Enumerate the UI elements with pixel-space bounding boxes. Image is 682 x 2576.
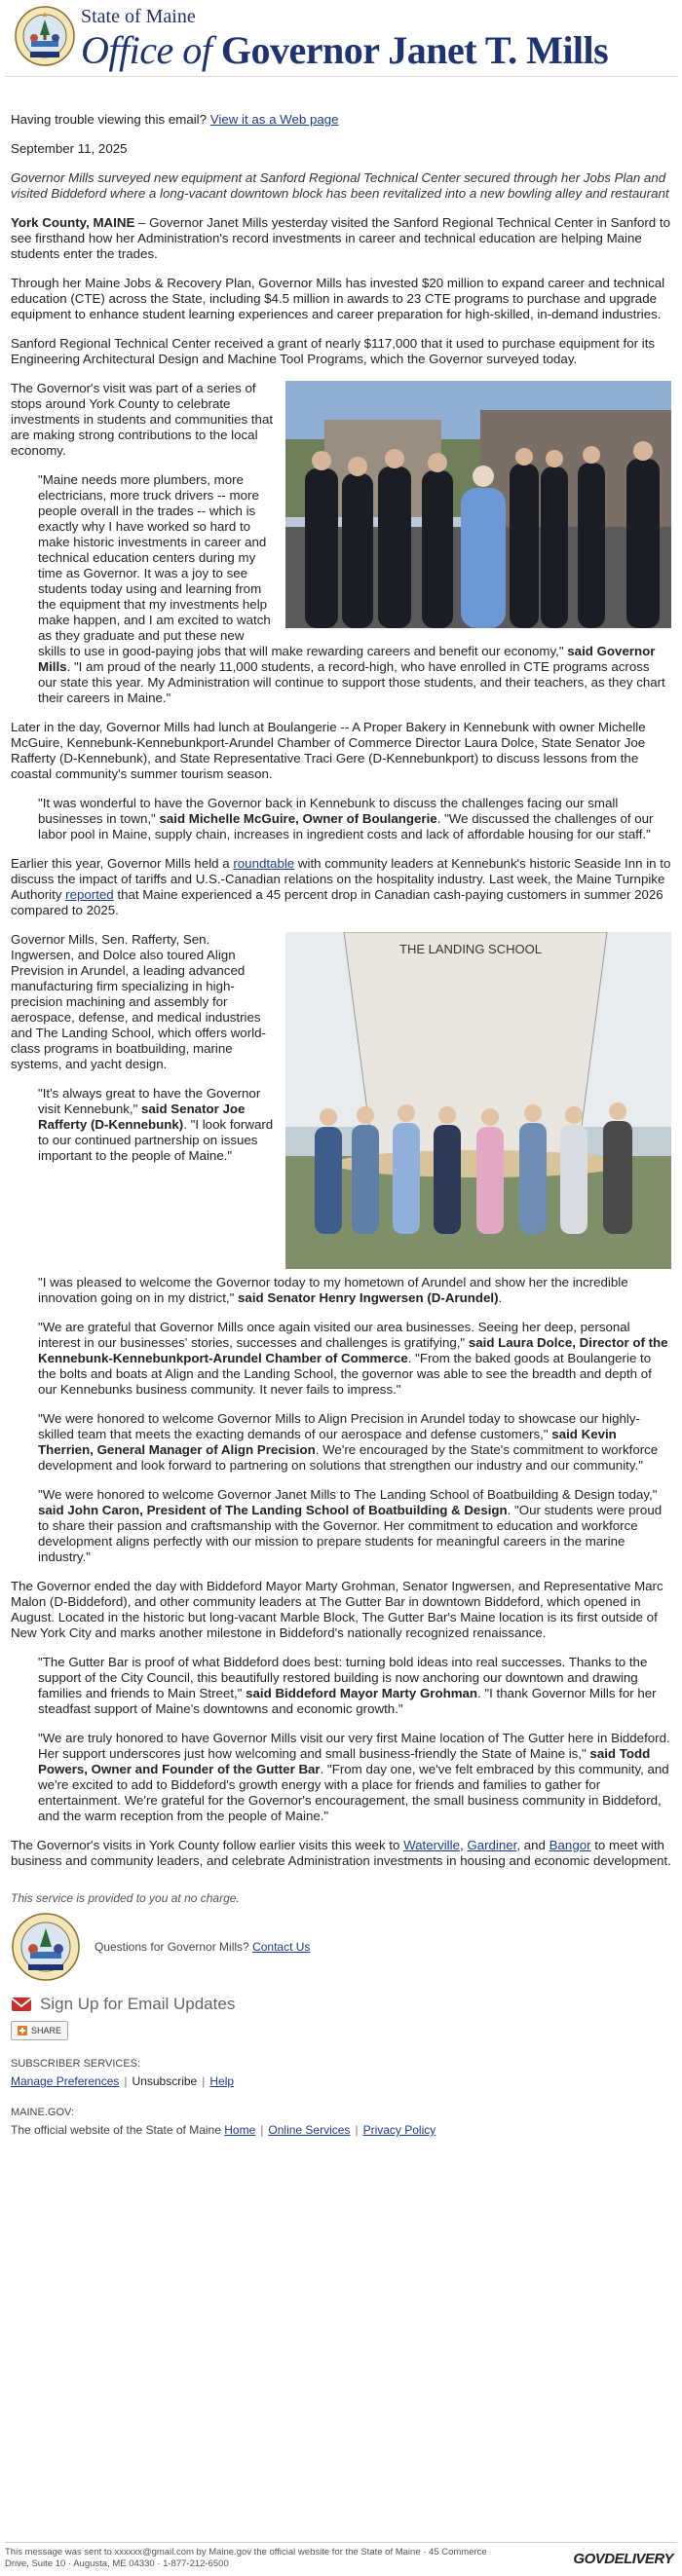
trouble-line xyxy=(11,112,671,128)
bottom-bar xyxy=(5,2542,677,2576)
paragraph-6-text: with community leaders at Kennebunk's historic Seaside Inn in to discuss the impact of tariffs and U.S.-Canadian relations on the hospitality industry. Last week, the Maine Turnpike Authority xyxy=(11,856,671,902)
govdelivery-logo: GOVDELIVERY xyxy=(573,2551,673,2567)
paragraph-3: Sanford Regional Technical Center received a grant of nearly $117,000 that it used to purchase equipment for its Engineering Architectural Design and Machine Tool Programs, which the Governor surveyed today. xyxy=(11,336,656,366)
quote-text: "We are truly honored to have Governor Mills visit our very first Maine location of The Gutter here in Biddeford. Her support underscores just how welcoming and small business-friendly the State of Maine is," xyxy=(38,1731,670,1761)
lede: Governor Mills surveyed new equipment at Sanford Regional Technical Center secured through her Jobs Plan and visited Biddeford where a long-vacant downtown block has been revitalized into a new bowling alley and restaurant xyxy=(11,170,669,201)
email-page xyxy=(5,0,677,2569)
view-web-page-link[interactable]: View it as a Web page xyxy=(209,112,339,127)
quote-therrien xyxy=(38,1411,671,1474)
quote-powers xyxy=(38,1731,671,1824)
email-body xyxy=(5,112,677,2138)
quote-text: . "I thank Governor Mills for her steadfast support of Maine's downtowns and economic growth." xyxy=(38,1686,657,1716)
paragraph-2: Through her Maine Jobs & Recovery Plan, Governor Mills has invested $20 million to expand career and technical education (CTE) across the State, including $4.5 million in awards to 23 CTE programs to purchase and upgrade equipment to enhance student learning experiences and career preparation for high-skilled, in-demand industries. xyxy=(11,276,665,321)
maine-state-seal-icon xyxy=(15,6,75,66)
quote-caron xyxy=(38,1487,671,1565)
paragraph-7: Governor Mills, Sen. Rafferty, Sen. Ingwersen, and Dolce also toured Align Prevision in Arundel, a leading advanced manufacturing firm specializing in high-precision machining and assembly for aerospace, defense, and medical industries and The Landing School, which offers world-class programs in boatbuilding, marine systems, and yacht design. xyxy=(11,932,266,1071)
share-icon xyxy=(18,2026,27,2035)
bangor-link[interactable]: Bangor xyxy=(549,1838,591,1852)
email-header xyxy=(5,0,677,77)
help-link[interactable]: Help xyxy=(209,2074,235,2088)
quote-attribution: said Michelle McGuire, Owner of Boulangerie xyxy=(159,811,437,826)
maine-gov-row: The official website of the State of Maine Home | Online Services | Privacy Policy xyxy=(11,2123,436,2137)
roundtable-link[interactable]: roundtable xyxy=(233,856,295,871)
quote-text: . "We discussed the challenges of our labor pool in Maine, supply chain, increases in ingredient costs and lack of affordable housing for our staff." xyxy=(38,811,654,841)
privacy-policy-link[interactable]: Privacy Policy xyxy=(362,2123,436,2137)
questions-row xyxy=(11,1912,671,1982)
quote-text: . We're encouraged by the State's commitment to workforce development and look forward to partnering on solutions that strengthen our industry and our community." xyxy=(38,1442,659,1473)
paragraph-5: Later in the day, Governor Mills had lunch at Boulangerie -- A Proper Bakery in Kennebunk with owner Michelle McGuire, Kennebunk-Kennebunkport-Arundel Chamber of Commerce Director Laura Dolce, State Senator Joe Rafferty (D-Kennebunk), and State Representative Traci Gere (D-Kennebunkport) to discuss lessons from the coastal community's summer tourism season. xyxy=(11,720,646,781)
quote-text: "We were honored to welcome Governor Mills to Align Precision in Arundel today to showcase our highly-skilled team that meets the exacting demands of our aerospace and defense customers," xyxy=(38,1411,640,1441)
quote-ingwersen xyxy=(38,1275,671,1306)
quote-dolce xyxy=(38,1320,671,1398)
quote-text: . xyxy=(498,1290,503,1305)
unsubscribe-link[interactable]: Unsubscribe xyxy=(132,2074,198,2088)
subscriber-services-label: SUBSCRIBER SERVICES: xyxy=(11,2058,141,2070)
paragraph-8: The Governor ended the day with Biddeford Mayor Marty Grohman, Senator Ingwersen, and Representative Marc Malon (D-Biddeford), and other community leaders at The Gutter Bar in downtown Biddeford, which opened in August. Located in the historic but long-vacant Marble Block, The Gutter Bar's Maine location is its first outside of New York City and marks another milestone in Biddeford's nationally recognized renaissance. xyxy=(11,1579,663,1640)
quote-attribution: said Governor Mills xyxy=(38,644,656,674)
trouble-text: Having trouble viewing this email? xyxy=(11,112,208,127)
quote-mcguire xyxy=(38,796,671,842)
paragraph-9-text: to meet with business and community leaders, and celebrate Administration investments in housing and economic development. xyxy=(11,1838,671,1868)
share-button[interactable] xyxy=(11,2021,68,2040)
dateline: York County, MAINE xyxy=(11,215,135,230)
maine-gov-desc: The official website of the State of Maine xyxy=(11,2123,221,2137)
paragraph-9-text: , xyxy=(459,1838,468,1852)
quote-attribution: said Todd Powers, Owner and Founder of the Gutter Bar xyxy=(38,1746,651,1776)
quote-text: "The Gutter Bar is proof of what Biddeford does best: turning bold ideas into real successes. Thanks to the support of the City Council, this beautifully restored building is now anchoring our downtown and drawing families and friends to Main Street," xyxy=(38,1655,648,1700)
release-date: September 11, 2025 xyxy=(11,141,128,156)
quote-attribution: said Kevin Therrien, General Manager of Align Precision xyxy=(38,1427,617,1457)
envelope-icon xyxy=(11,1996,32,2013)
quote-text: "It was wonderful to have the Governor back in Kennebunk to discuss the challenges facing our small businesses in town," xyxy=(38,796,619,826)
quote-grohman xyxy=(38,1655,671,1717)
quote-text: . "From day one, we've felt embraced by this community, and we're excited to add to Biddeford's growth energy with a place for friends and families to gather for entertainment. We're grateful for the Governor's encouragement, the small business community in Biddeford, and the warm reception from the people of Maine." xyxy=(38,1762,669,1823)
questions-text xyxy=(95,1939,310,1955)
landing-school-photo xyxy=(285,932,671,1269)
sanford-visit-photo xyxy=(285,381,671,628)
paragraph-6-text: Earlier this year, Governor Mills held a xyxy=(11,856,234,871)
quote-text: "I was pleased to welcome the Governor today to my hometown of Arundel and show her the incredible innovation going on in my district," xyxy=(38,1275,628,1305)
paragraph-9 xyxy=(11,1838,671,1869)
header-governor-name: Governor Janet T. Mills xyxy=(220,28,609,72)
waterville-link[interactable]: Waterville xyxy=(403,1838,460,1852)
header-title xyxy=(81,27,608,73)
maine-seal-footer-icon xyxy=(11,1912,81,1982)
header-office-prefix: Office of xyxy=(81,28,212,72)
paragraph-9-text: The Governor's visits in York County follow earlier visits this week to xyxy=(11,1838,404,1852)
quote-text: . "Our students were proud to share their passion and craftsmanship with the Governor. Her commitment to education and workforce development aligns perfectly with our mission to prepare students for meaningful careers in the marine industry." xyxy=(38,1503,663,1564)
contact-us-link[interactable]: Contact Us xyxy=(252,1940,311,1954)
quote-attribution: said Biddeford Mayor Marty Grohman xyxy=(246,1686,478,1700)
gardiner-link[interactable]: Gardiner xyxy=(467,1838,517,1852)
signup-row[interactable] xyxy=(11,1996,671,2013)
quote-attribution: said Senator Joe Rafferty (D-Kennebunk) xyxy=(38,1101,246,1132)
subscriber-links: Manage Preferences | Unsubscribe | Help xyxy=(11,2074,235,2088)
paragraph-6 xyxy=(11,856,671,918)
online-services-link[interactable]: Online Services xyxy=(268,2123,351,2137)
bottom-text: This message was sent to xxxxxx@gmail.com by Maine.gov the official website for the State of Maine · 45 Commerce Drive, Suite 10 · Augusta, ME 04330 · 1-877-212-6500 xyxy=(5,2547,487,2569)
manage-preferences-link[interactable]: Manage Preferences xyxy=(11,2074,120,2088)
no-charge-note: This service is provided to you at no charge. xyxy=(11,1891,240,1905)
questions-prefix: Questions for Governor Mills? xyxy=(95,1940,249,1954)
header-state-line: State of Maine xyxy=(81,6,196,27)
quote-text: "We were honored to welcome Governor Janet Mills to The Landing School of Boatbuilding & Design today," xyxy=(38,1487,658,1502)
home-link[interactable]: Home xyxy=(224,2123,256,2137)
paragraph-1 xyxy=(11,215,671,262)
quote-attribution: said Senator Henry Ingwersen (D-Arundel) xyxy=(238,1290,499,1305)
quote-text: . "From the baked goods at Boulangerie to the bolts and boats at Align and the Landing School, the governor was able to see the breadth and depth of our Kennebunks business community. It never fails to impress." xyxy=(38,1351,652,1397)
paragraph-9-text: , and xyxy=(516,1838,549,1852)
paragraph-4: The Governor's visit was part of a series of stops around York County to celebrate investments in students and communities that are making strong contributions to the local economy. xyxy=(11,381,274,458)
quote-text: "Maine needs more plumbers, more electricians, more truck drivers -- more people overall in the trades -- which is exactly why I have worked so hard to make historic investments in career and technical education centers during my time as Governor. It was a joy to see students today using and learning from the equipment that my investments help make happen, and I am excited to watch as they graduate and put these new skills to use in good-paying jobs that will make rewarding careers and benefit our economy," xyxy=(38,472,568,658)
quote-text: . "I look forward to our continued partnership on issues important to the people of Maine." xyxy=(38,1117,274,1163)
maine-gov-label: MAINE.GOV: xyxy=(11,2107,74,2118)
quote-text: . "I am proud of the nearly 11,000 students, a record-high, who have enrolled in CTE programs across our state this year. My Administration will continue to support those students, and their teachers, as they chart their careers in Maine." xyxy=(38,659,665,705)
paragraph-1-text: – Governor Janet Mills yesterday visited the Sanford Regional Technical Center in Sanford to see firsthand how her Administration's record investments in career and technical education are helping Maine students enter the trades. xyxy=(11,215,670,261)
quote-text: "We are grateful that Governor Mills once again visited our area businesses. Seeing her deep, personal interest in our businesses' stories, successes and challenges is gratifying," xyxy=(38,1320,630,1350)
quote-attribution: said John Caron, President of The Landing School of Boatbuilding & Design xyxy=(38,1503,508,1517)
landing-school-sign: THE LANDING SCHOOL xyxy=(399,942,542,956)
reported-link[interactable]: reported xyxy=(65,887,114,902)
paragraph-6-text: that Maine experienced a 45 percent drop in Canadian cash-paying customers in summer 2026 compared to 2025. xyxy=(11,887,663,917)
quote-text: "It's always great to have the Governor visit Kennebunk," xyxy=(38,1086,261,1116)
share-label: SHARE xyxy=(31,2026,62,2035)
quote-attribution: said Laura Dolce, Director of the Kennebunk-Kennebunkport-Arundel Chamber of Commerce xyxy=(38,1335,668,1365)
signup-text[interactable]: Sign Up for Email Updates xyxy=(40,1995,236,2013)
